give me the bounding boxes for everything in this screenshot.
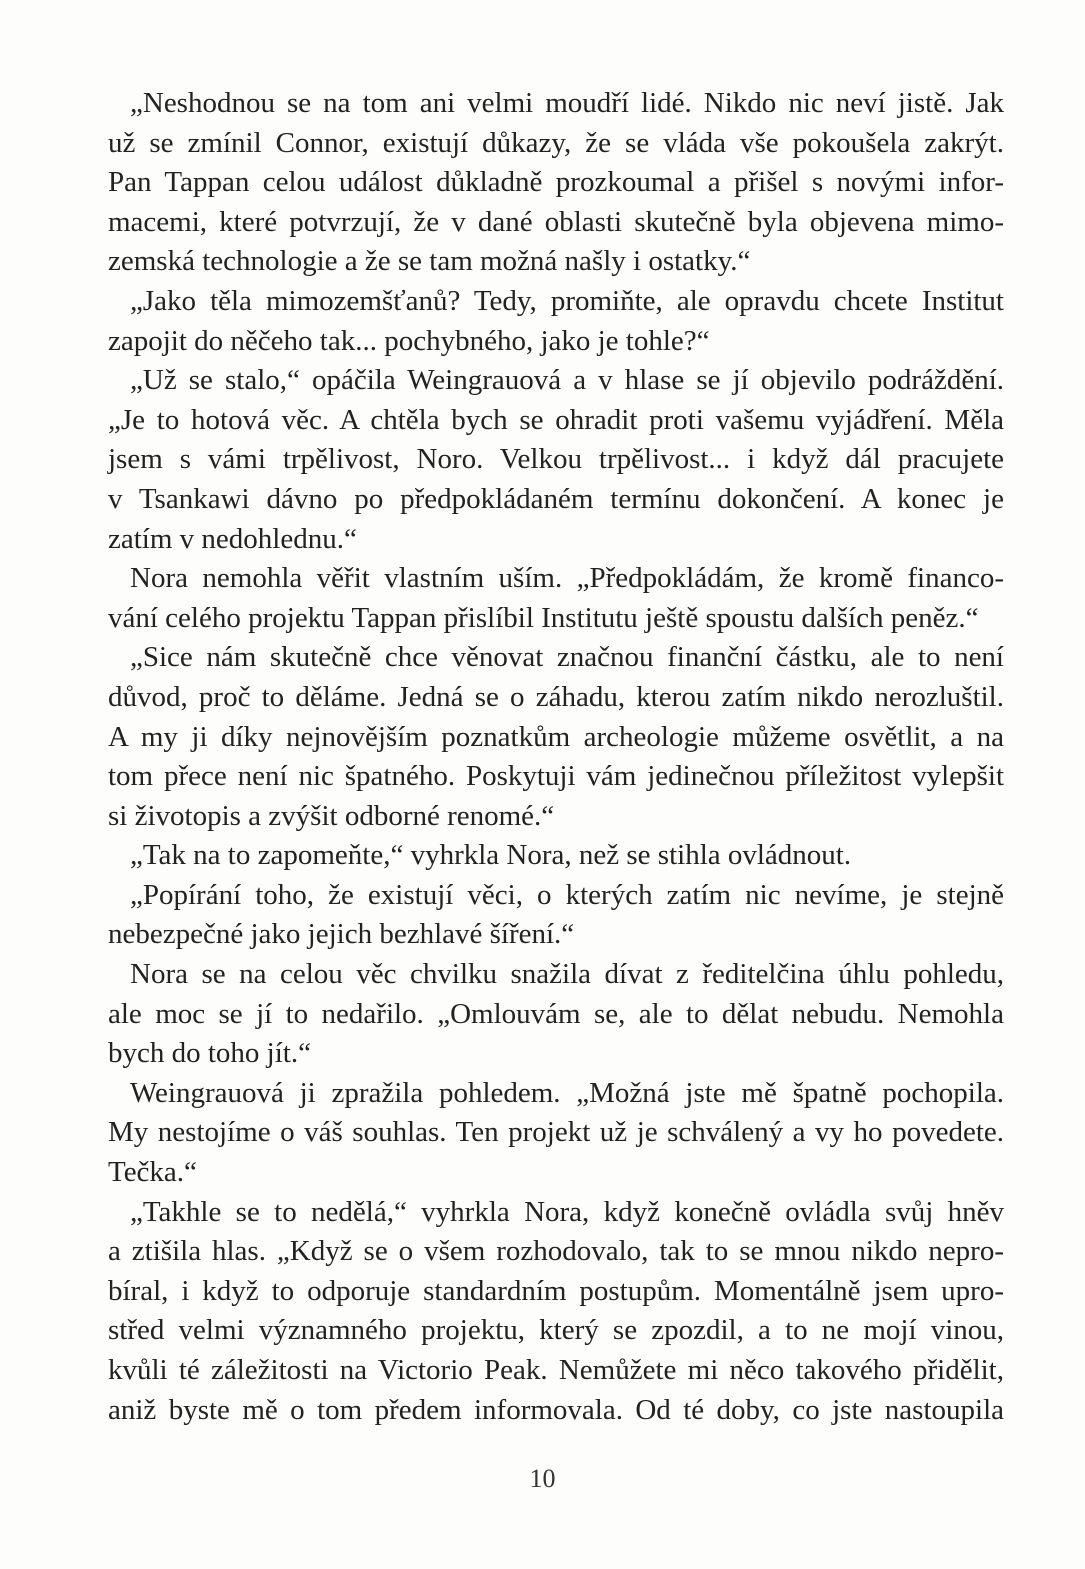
text-line — [108, 480, 1004, 520]
text-line — [108, 1074, 1004, 1114]
text-line — [108, 678, 1004, 718]
text-line-content: A my ji díky nejnovějším poznatkům archeologie můžeme osvětlit, a na — [108, 720, 1004, 753]
text-line — [108, 836, 1004, 876]
body-text — [108, 84, 1004, 1430]
text-line — [108, 401, 1004, 441]
text-line-content: „Neshodnou se na tom ani velmi moudří lidé. Nikdo nic neví jistě. Jak — [130, 87, 1004, 119]
text-line — [108, 163, 1004, 203]
text-line — [108, 1272, 1004, 1312]
text-line-content: Weingrauová ji zpražila pohledem. „Možná jste mě špatně pochopila. — [130, 1076, 1004, 1109]
text-line-content: Nora se na celou věc chvilku snažila dívat z ředitelčina úhlu pohledu, — [130, 958, 1004, 991]
text-line-content: už se zmínil Connor, existují důkazy, že se vláda vše pokoušela zakrýt. — [108, 126, 1004, 159]
text-line — [108, 718, 1004, 758]
text-line-content: aniž byste mě o tom předem informovala. Od té doby, co jste nastoupila — [108, 1393, 1004, 1426]
text-line — [108, 520, 1004, 560]
text-line-content: „Popírání toho, že existují věci, o kterých zatím nic nevíme, je stejně — [130, 878, 1005, 911]
text-line — [108, 1311, 1004, 1351]
text-line-content: Tečka.“ — [108, 1156, 197, 1189]
text-line-content: zapojit do něčeho tak... pochybného, jako je tohle?“ — [108, 324, 710, 357]
text-line-content: tom přece není nic špatného. Poskytuji vám jedinečnou příležitost vylepšit — [108, 760, 1004, 793]
text-line-content: Pan Tappan celou událost důkladně prozkoumal a přišel s novými infor- — [108, 166, 1004, 199]
text-line — [108, 955, 1004, 995]
text-line-content: zatím v nedohlednu.“ — [108, 522, 357, 555]
text-line — [108, 638, 1004, 678]
text-line-content: nebezpečné jako jejich bezhlavé šíření.“ — [108, 918, 575, 951]
text-line — [108, 1193, 1004, 1233]
text-line-content: „Takhle se to nedělá,“ vyhrkla Nora, když konečně ovládla svůj hněv — [130, 1195, 1004, 1228]
text-line — [108, 599, 1004, 639]
text-line — [108, 322, 1004, 362]
text-line-content: „Jako těla mimozemšťanů? Tedy, promiňte, ale opravdu chcete Institut — [130, 284, 1004, 317]
text-line — [108, 797, 1004, 837]
text-line — [108, 876, 1004, 916]
text-line — [108, 1232, 1004, 1272]
text-line — [108, 757, 1004, 797]
text-line-content: bíral, i když to odporuje standardním postupům. Momentálně jsem upro- — [108, 1274, 1004, 1307]
text-line — [108, 203, 1004, 243]
page-number: 10 — [529, 1464, 556, 1493]
text-line-content: „Už se stalo,“ opáčila Weingrauová a v hlase se jí objevilo podráždění. — [130, 364, 1004, 397]
text-line-content: „Tak na to zapomeňte,“ vyhrkla Nora, než se stihla ovládnout. — [130, 839, 852, 872]
text-line-content: zemská technologie a že se tam možná našly i ostatky.“ — [108, 245, 751, 278]
text-line-content: si životopis a zvýšit odborné renomé.“ — [108, 799, 555, 832]
text-line-content: a ztišila hlas. „Když se o všem rozhodovalo, tak to se mnou nikdo nepro- — [108, 1235, 1004, 1268]
text-line — [108, 559, 1004, 599]
text-line — [108, 84, 1004, 124]
text-line — [108, 282, 1004, 322]
text-line — [108, 242, 1004, 282]
text-line-content: ale moc se jí to nedařilo. „Omlouvám se, ale to dělat nebudu. Nemohla — [108, 997, 1004, 1030]
text-line-content: „Je to hotová věc. A chtěla bych se ohradit proti vašemu vyjádření. Měla — [108, 403, 1004, 436]
text-line-content: vání celého projektu Tappan přislíbil Institutu ještě spoustu dalších peněz.“ — [108, 601, 979, 634]
text-line — [108, 440, 1004, 480]
text-line-content: kvůli té záležitosti na Victorio Peak. Nemůžete mi něco takového přidělit, — [108, 1354, 1004, 1386]
text-line — [108, 915, 1004, 955]
text-line — [108, 361, 1004, 401]
text-line-content: bych do toho jít.“ — [108, 1037, 311, 1070]
text-line-content: macemi, které potvrzují, že v dané oblasti skutečně byla objevena mimo- — [108, 205, 1004, 238]
text-line-content: „Sice nám skutečně chce věnovat značnou finanční částku, ale to není — [130, 641, 1004, 674]
text-line-content: důvod, proč to děláme. Jedná se o záhadu, kterou zatím nikdo nerozluštil. — [108, 680, 1004, 713]
text-line — [108, 1153, 1004, 1193]
text-line — [108, 1034, 1004, 1074]
text-line — [108, 1351, 1004, 1391]
text-line-content: jsem s vámi trpělivost, Noro. Velkou trpělivost... i když dál pracujete — [108, 443, 1004, 476]
text-line — [108, 124, 1004, 164]
text-line-content: střed velmi významného projektu, který se zpozdil, a to ne mojí vinou, — [108, 1314, 1005, 1347]
text-line — [108, 1391, 1004, 1431]
text-line-content: My nestojíme o váš souhlas. Ten projekt už je schválený a vy ho povedete. — [108, 1116, 1004, 1149]
text-line — [108, 1113, 1004, 1153]
text-line — [108, 995, 1004, 1035]
text-line-content: v Tsankawi dávno po předpokládaném termínu dokončení. A konec je — [108, 482, 1004, 515]
text-line-content: Nora nemohla věřit vlastním uším. „Předpokládám, že kromě financo- — [130, 562, 1004, 595]
